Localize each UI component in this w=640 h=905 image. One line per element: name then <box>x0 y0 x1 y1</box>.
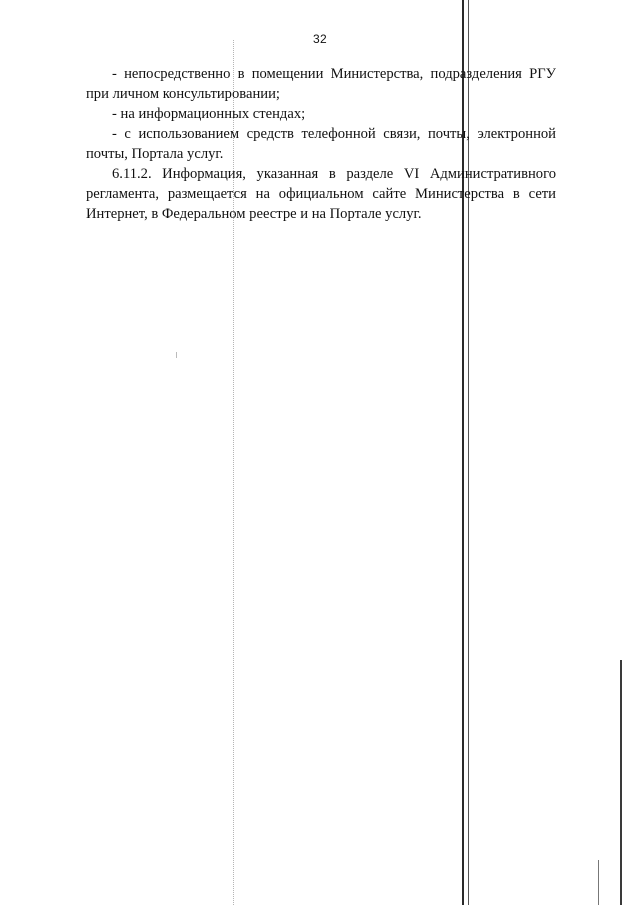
paragraph-section-6-11-2: 6.11.2. Информация, указанная в разделе VI Административного регламента, размещается на официальном сайте Министерства в сети Интернет, в Федеральном реестре и на Портале услуг. <box>86 166 556 222</box>
document-body <box>86 64 556 224</box>
paragraph-in-person: - непосредственно в помещении Министерства, подразделения РГУ при личном консультировании; <box>86 66 556 102</box>
scan-speck <box>176 352 177 358</box>
page-edge-line <box>620 660 622 905</box>
page-number: 32 <box>313 32 327 46</box>
paragraph-communication-means: - с использованием средств телефонной связи, почты, электронной почты, Портала услуг. <box>86 126 556 162</box>
page-edge-line-secondary <box>598 860 599 905</box>
paragraph-info-stands: - на информационных стендах; <box>112 106 306 122</box>
